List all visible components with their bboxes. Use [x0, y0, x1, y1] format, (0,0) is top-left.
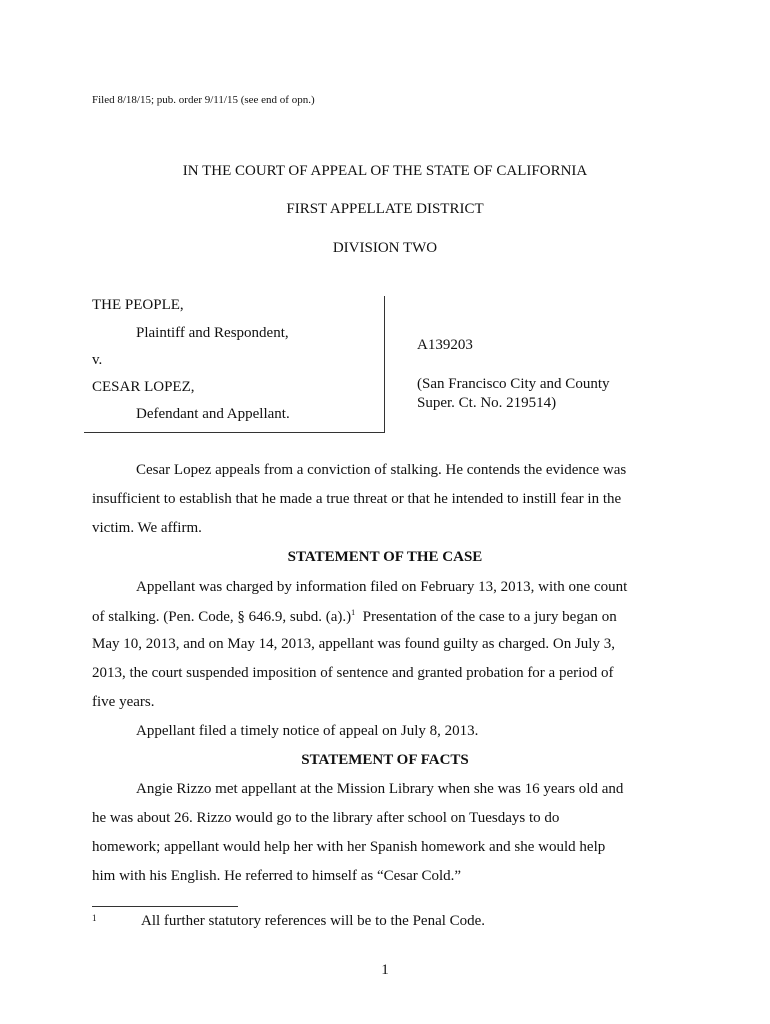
footnote-separator	[92, 906, 238, 907]
case-line-text: Presentation of the case to a jury began on	[355, 609, 617, 625]
case-line-text: of stalking. (Pen. Code, § 646.9, subd. (a).)	[92, 609, 352, 625]
intro-line: victim. We affirm.	[92, 520, 202, 536]
versus: v.	[92, 352, 103, 368]
case-line: Appellant filed a timely notice of appeal on July 8, 2013.	[136, 723, 479, 739]
court-name: IN THE COURT OF APPEAL OF THE STATE OF CALIFORNIA	[182, 163, 588, 179]
case-line: May 10, 2013, and on May 14, 2013, appellant was found guilty as charged. On July 3,	[92, 636, 615, 652]
facts-line: he was about 26. Rizzo would go to the library after school on Tuesdays to do	[92, 810, 560, 826]
facts-line: him with his English. He referred to himself as “Cesar Cold.”	[92, 868, 462, 884]
intro-line: Cesar Lopez appeals from a conviction of stalking. He contends the evidence was	[136, 462, 627, 478]
footnote-ref[interactable]: 1	[351, 608, 356, 617]
footnote-text: All further statutory references will be to the Penal Code.	[141, 913, 486, 929]
trial-court-line: (San Francisco City and County	[417, 376, 610, 392]
case-line: Appellant was charged by information filed on February 13, 2013, with one count	[136, 579, 628, 595]
case-line: 2013, the court suspended imposition of sentence and granted probation for a period of	[92, 665, 614, 681]
case-line: five years.	[92, 694, 155, 710]
footnote-number: 1	[92, 913, 97, 923]
case-line	[92, 608, 617, 626]
trial-court-info	[417, 375, 609, 413]
facts-line: Angie Rizzo met appellant at the Mission Library when she was 16 years old and	[136, 781, 624, 797]
defendant-name: CESAR LOPEZ,	[92, 379, 195, 395]
plaintiff-role: Plaintiff and Respondent,	[136, 325, 289, 341]
case-number: A139203	[417, 337, 473, 353]
defendant-role: Defendant and Appellant.	[136, 406, 290, 422]
page-number: 1	[381, 962, 389, 978]
trial-court-case-number: Super. Ct. No. 219514)	[417, 395, 557, 411]
facts-line: homework; appellant would help her with her Spanish homework and she would help	[92, 839, 606, 855]
intro-line: insufficient to establish that he made a true threat or that he intended to instill fear in the	[92, 491, 622, 507]
division: DIVISION TWO	[332, 240, 438, 256]
facts-heading: STATEMENT OF FACTS	[301, 752, 469, 768]
plaintiff-name: THE PEOPLE,	[92, 297, 184, 313]
case-heading: STATEMENT OF THE CASE	[287, 549, 483, 565]
filed-note: Filed 8/18/15; pub. order 9/11/15 (see end of opn.)	[92, 94, 315, 106]
appellate-district: FIRST APPELLATE DISTRICT	[286, 201, 484, 217]
